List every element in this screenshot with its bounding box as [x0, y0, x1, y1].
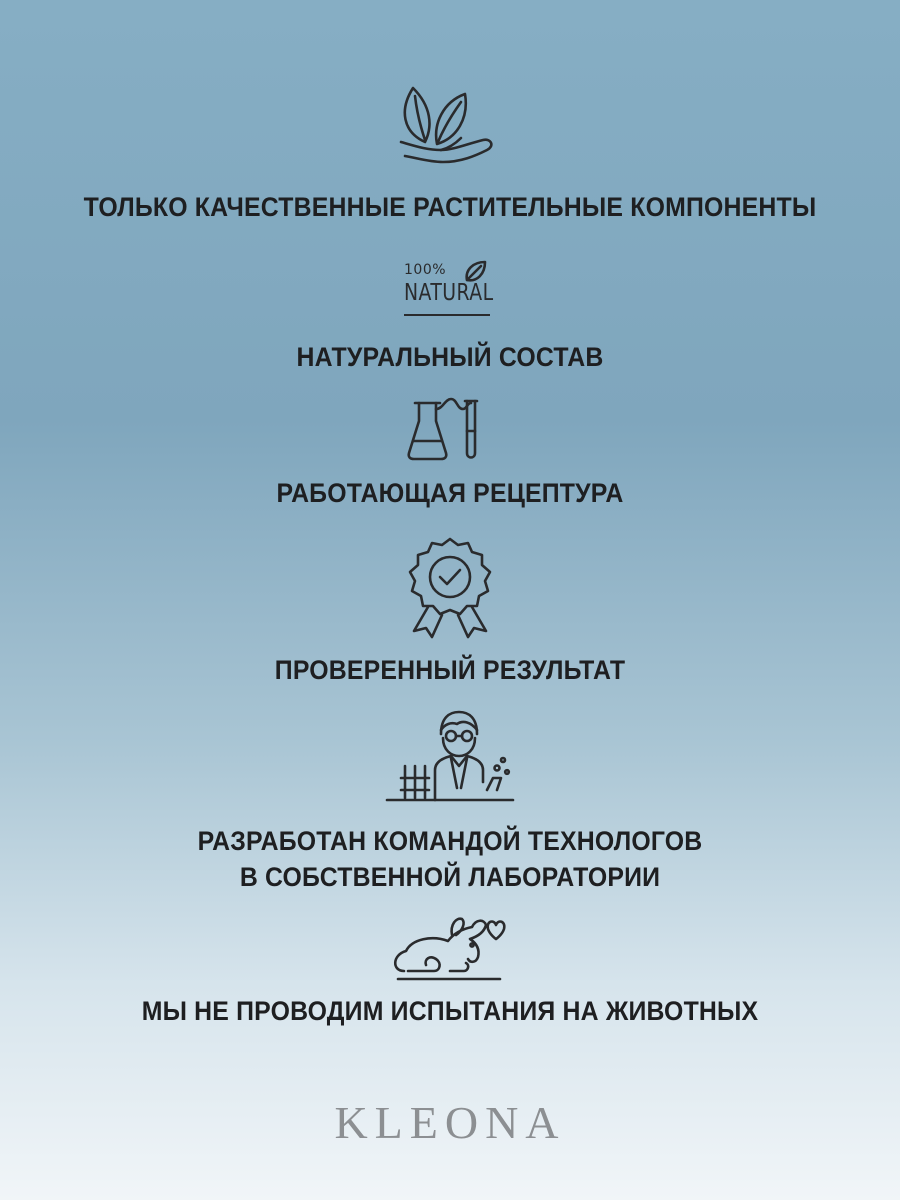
- feature-title-no-animal-testing: МЫ НЕ ПРОВОДИМ ИСПЫТАНИЯ НА ЖИВОТНЫХ: [141, 996, 759, 1026]
- award-rosette-icon: [402, 535, 498, 640]
- feature-title-verified-result: ПРОВЕРЕННЫЙ РЕЗУЛЬТАТ: [274, 655, 626, 685]
- feature-title-plant-components: ТОЛЬКО КАЧЕСТВЕННЫЕ РАСТИТЕЛЬНЫЕ КОМПОНЕНТЫ: [83, 192, 817, 222]
- feature-title-developed-line2: В СОБСТВЕННОЙ ЛАБОРАТОРИИ: [239, 862, 661, 892]
- rabbit-heart-icon: [390, 915, 505, 985]
- feature-title-working-recipe: РАБОТАЮЩАЯ РЕЦЕПТУРА: [276, 478, 624, 508]
- natural-percent: 100%: [404, 262, 447, 278]
- scientist-icon: [385, 708, 515, 808]
- natural-underline: [404, 314, 490, 316]
- leaves-hand-icon: [395, 80, 505, 170]
- brand-logo-text: KLEONA: [334, 1097, 566, 1148]
- feature-title-developed-line1: РАЗРАБОТАН КОМАНДОЙ ТЕХНОЛОГОВ: [197, 826, 703, 856]
- natural-word: NATURAL: [404, 280, 494, 306]
- natural-badge-icon: [395, 258, 505, 322]
- feature-title-natural-composition: НАТУРАЛЬНЫЙ СОСТАВ: [296, 342, 604, 372]
- lab-flask-icon: [405, 395, 495, 465]
